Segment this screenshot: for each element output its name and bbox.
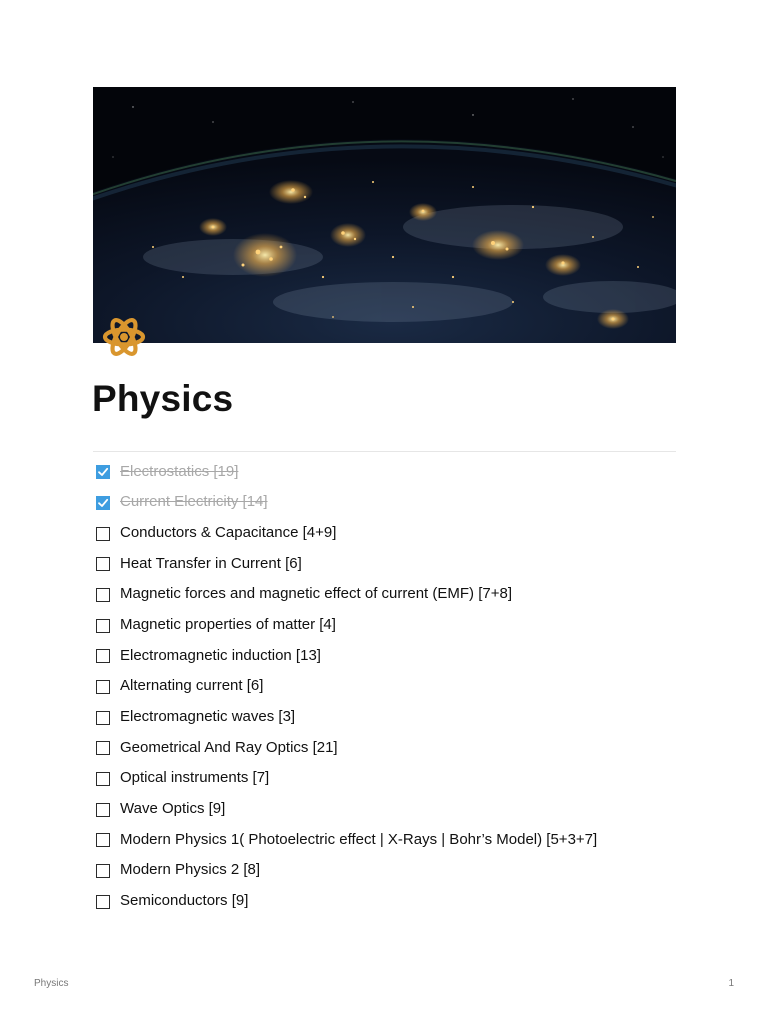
todo-item — [93, 456, 676, 487]
todo-item — [93, 487, 676, 518]
todo-item — [93, 732, 676, 763]
todo-item — [93, 793, 676, 824]
todo-label: Optical instruments [7] — [120, 769, 270, 787]
todo-item — [93, 824, 676, 855]
todo-label: Conductors & Capacitance [4+9] — [120, 524, 337, 542]
todo-item — [93, 701, 676, 732]
checkbox-unchecked[interactable] — [96, 619, 110, 633]
checkbox-unchecked[interactable] — [96, 864, 110, 878]
cover-image — [93, 87, 676, 343]
checkbox-unchecked[interactable] — [96, 772, 110, 786]
todo-label: Modern Physics 1( Photoelectric effect | X-Rays | Bohr’s Model) [5+3+7] — [120, 830, 598, 848]
page-title: Physics — [92, 378, 234, 419]
todo-item — [93, 671, 676, 702]
checkbox-unchecked[interactable] — [96, 803, 110, 817]
checkmark-icon — [96, 496, 110, 510]
todo-label: Electromagnetic induction [13] — [120, 646, 321, 664]
todo-label: Magnetic properties of matter [4] — [120, 616, 336, 634]
todo-item — [93, 855, 676, 886]
checkbox-unchecked[interactable] — [96, 649, 110, 663]
atom-icon — [101, 314, 147, 360]
todo-item — [93, 579, 676, 610]
todo-label: Geometrical And Ray Optics [21] — [120, 738, 338, 756]
todo-item — [93, 885, 676, 916]
checkbox-checked[interactable] — [96, 496, 110, 510]
earth-night-image — [93, 87, 676, 343]
todo-item — [93, 548, 676, 579]
checkmark-icon — [96, 465, 110, 479]
todo-label: Semiconductors [9] — [120, 892, 249, 910]
checkbox-checked[interactable] — [96, 465, 110, 479]
todo-label: Electrostatics [19] — [120, 462, 239, 480]
checkbox-unchecked[interactable] — [96, 711, 110, 725]
footer-title: Physics — [34, 978, 69, 989]
todo-label: Heat Transfer in Current [6] — [120, 554, 302, 572]
todo-label: Modern Physics 2 [8] — [120, 861, 261, 879]
todo-item — [93, 609, 676, 640]
checkbox-unchecked[interactable] — [96, 833, 110, 847]
todo-label: Magnetic forces and magnetic effect of current (EMF) [7+8] — [120, 585, 512, 603]
todo-list — [93, 456, 676, 916]
checkbox-unchecked[interactable] — [96, 895, 110, 909]
checkbox-unchecked[interactable] — [96, 741, 110, 755]
checkbox-unchecked[interactable] — [96, 557, 110, 571]
todo-item — [93, 517, 676, 548]
checkbox-unchecked[interactable] — [96, 527, 110, 541]
checkbox-unchecked[interactable] — [96, 680, 110, 694]
todo-label: Alternating current [6] — [120, 677, 264, 695]
todo-label: Wave Optics [9] — [120, 800, 226, 818]
divider — [93, 451, 676, 452]
page-number: 1 — [728, 978, 734, 989]
todo-label: Current Electricity [14] — [120, 493, 268, 511]
todo-item — [93, 640, 676, 671]
checkbox-unchecked[interactable] — [96, 588, 110, 602]
todo-item — [93, 763, 676, 794]
todo-label: Electromagnetic waves [3] — [120, 708, 296, 726]
